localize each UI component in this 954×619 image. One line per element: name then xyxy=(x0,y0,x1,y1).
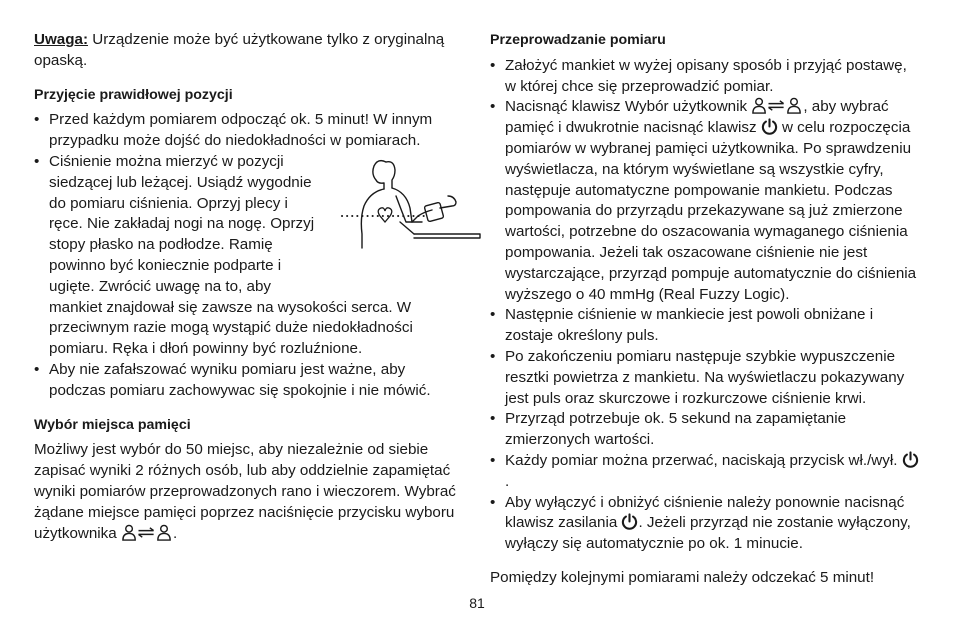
list-item: • Aby nie zafałszować wyniku pomiaru jest ważne, aby podczas pomiaru zachowywac się spokojnie i nie mówić. xyxy=(34,360,466,402)
closing-note: Pomiędzy kolejnymi pomiarami należy odczekać 5 minut! xyxy=(490,568,875,586)
heading-measurement: Przeprowadzanie pomiaru xyxy=(490,32,666,48)
text-span: , aby wybrać pamięć i dwukrotnie nacisnąć klawisz xyxy=(505,98,889,137)
text-span: . xyxy=(505,472,510,490)
heading-correct-position: Przyjęcie prawidłowej pozycji xyxy=(34,86,233,103)
list-item xyxy=(490,493,920,555)
seated-posture-illustration-icon xyxy=(340,156,482,256)
right-column xyxy=(490,30,920,589)
text-line: siedzącej lub leżącej. Usiądź wygodnie xyxy=(49,173,312,191)
bullet2-narrow xyxy=(49,152,339,298)
memory-paragraph xyxy=(34,440,466,544)
note-paragraph xyxy=(34,30,466,72)
page-number: 81 xyxy=(469,595,485,611)
power-icon xyxy=(761,118,778,135)
bullet2-rest: mankiet znajdował się zawsze na wysokości serca. W przeciwnym razie mogą wystąpić duże niedokładności pomiaru. Ręka i dłoń powinny być rozluźnione. xyxy=(49,298,413,358)
list-item: • Następnie ciśnienie w mankiecie jest powoli obniżane i zostaje określony puls. xyxy=(490,305,920,347)
text-span: Aby wyłączyć i obniżyć ciśnienie należy ponownie nacisnąć klawisz zasilania xyxy=(505,493,905,532)
list-item: • Przyrząd potrzebuje ok. 5 sekund na zapamiętanie zmierzonych wartości. xyxy=(490,409,920,451)
left-column xyxy=(34,30,466,544)
list-item: • Założyć mankiet w wyżej opisany sposób i przyjąć postawę, w której chce się przeprowadzić pomiar. xyxy=(490,56,920,98)
text-line: • Ciśnienie można mierzyć w pozycji xyxy=(49,152,284,170)
memory-text-end: . xyxy=(172,524,178,542)
power-icon xyxy=(621,513,638,530)
text-span: w celu rozpoczęcia pomiarów w wybranej pamięci użytkownika. Po sprawdzeniu wyświetlacza, na którym wyświetlane są wszystkie cyfry, następuje automatyczne pompowanie mankietu. Podczas pompowania do przyrządu przekazywane są już zmierzone wartości, potrzebne do oszacowania wymaganego ciśnienia pompowania. Jeżeli tak oszacowane ciśnienie nie jest wystarczające, przyrząd pompuje automatycznie do ciśnienia wyższego o 40 mmHg (Real Fuzzy Logic). xyxy=(505,119,917,303)
list-item xyxy=(490,451,920,493)
list-item xyxy=(490,97,920,305)
text-line: do pomiaru ciśnienia. Oprzyj plecy i xyxy=(49,194,288,212)
text-line: powinno być koniecznie podparte i xyxy=(49,256,282,274)
memory-text: Możliwy jest wybór do 50 miejsc, aby niezależnie od siebie zapisać wyniki 2 różnych osób, lub aby oddzielnie zapamiętać wyniki pomiarów przeprowadzonych rano i wieczorem. Wybrać żądane miejsce pamięci poprzez naciśnięcie przycisku wyboru użytkownika xyxy=(34,441,456,542)
text-span: . Jeżeli przyrząd nie zostanie wyłączony, wyłączy się automatycznie po ok. 1 minucie. xyxy=(505,514,911,553)
user-switch-icon xyxy=(121,524,173,541)
note-label: Uwaga: xyxy=(34,31,89,48)
text-line: ugięte. Zwrócić uwagę na to, aby xyxy=(49,277,272,295)
list-item: • Po zakończeniu pomiaru następuje szybkie wypuszczenie resztki powietrza z mankietu. Na wyświetlaczu pokazywany jest puls oraz skurczowe i rozkurczowe ciśnienie krwi. xyxy=(490,347,920,409)
text-line: ręce. Nie zakładaj nogi na nogę. Oprzyj xyxy=(49,215,315,233)
note-text: Urządzenie może być użytkowane tylko z oryginalną opaską. xyxy=(34,31,445,69)
heading-memory-select: Wybór miejsca pamięci xyxy=(34,416,191,433)
text-span: Nacisnąć klawisz Wybór użytkownik xyxy=(505,98,752,116)
text-span: Każdy pomiar można przerwać, naciskają przycisk wł./wył. xyxy=(505,451,902,469)
measurement-list xyxy=(490,56,920,555)
power-icon xyxy=(902,451,919,468)
list-item: • Przed każdym pomiarem odpocząć ok. 5 minut! W innym przypadku może dojść do niedokładności w pomiarach. xyxy=(34,110,466,152)
user-switch-icon xyxy=(751,97,803,114)
text-line: stopy płasko na podłodze. Ramię xyxy=(49,236,273,254)
